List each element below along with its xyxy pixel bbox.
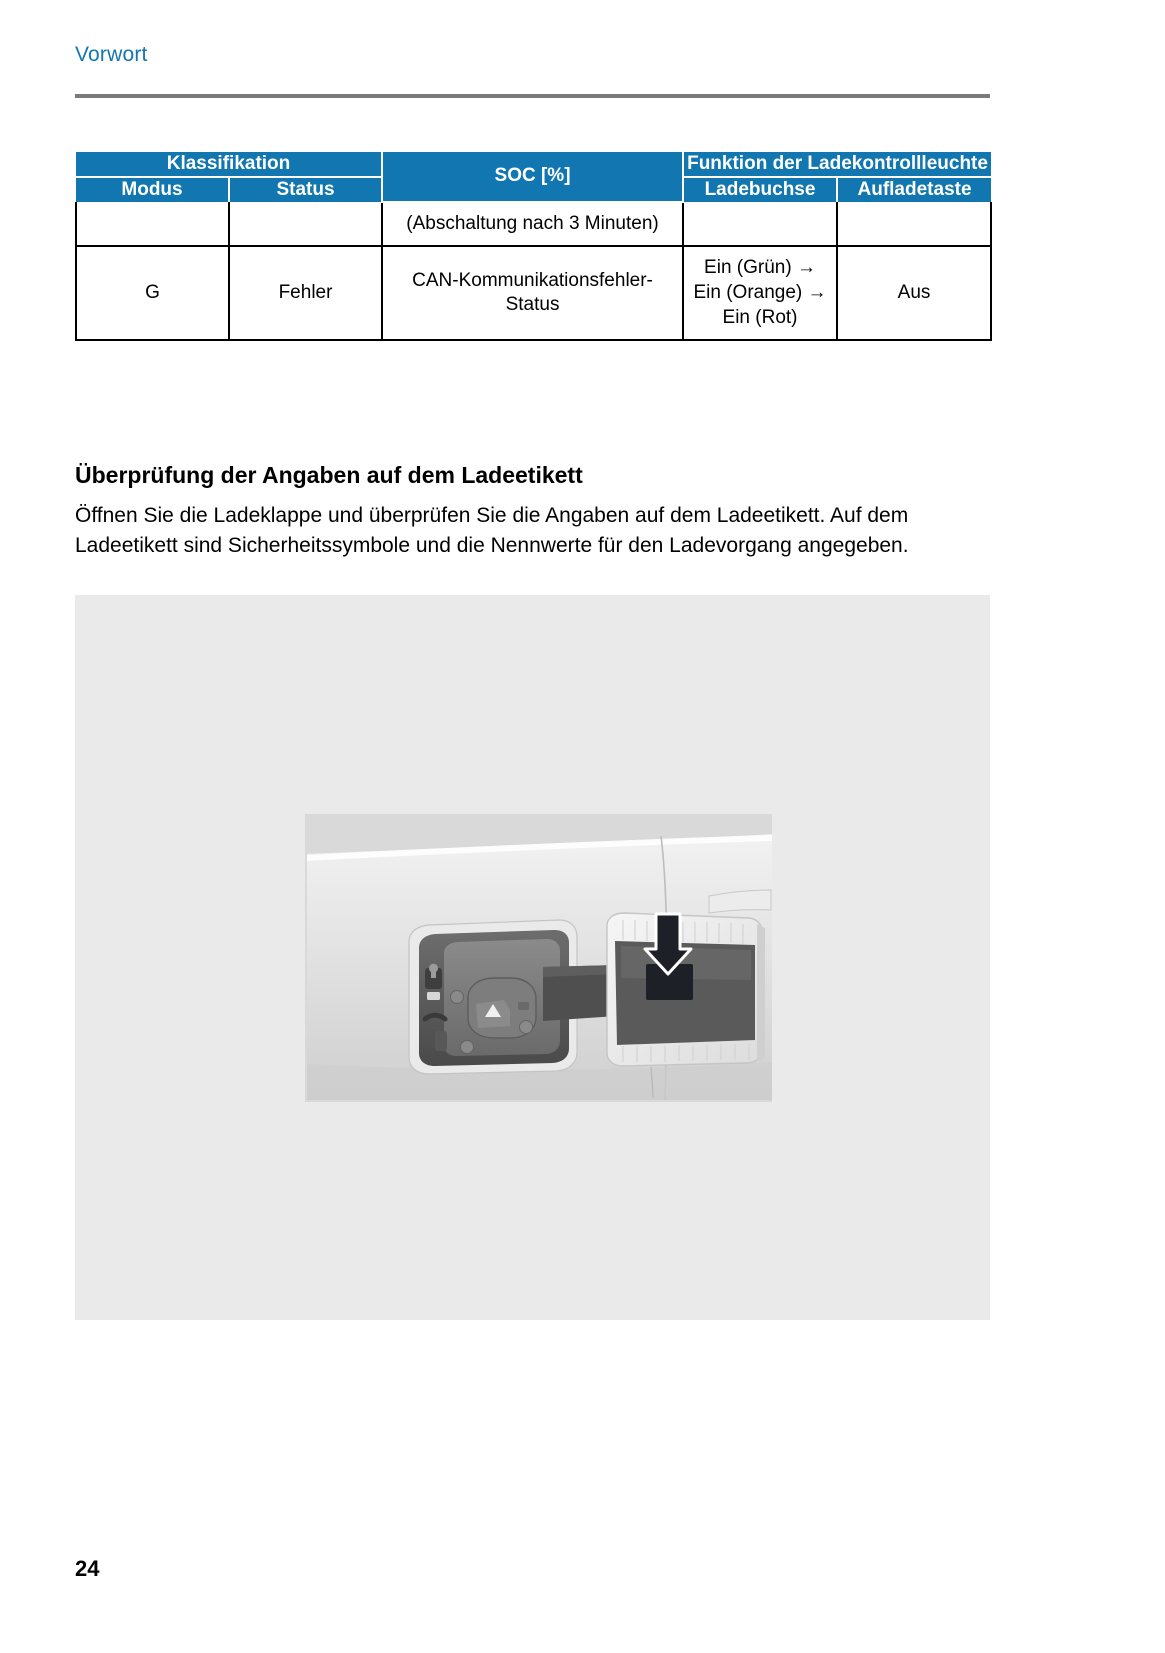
bolt-top-left — [451, 991, 464, 1004]
port-label-plate — [427, 992, 440, 1000]
cell-modus: G — [76, 246, 229, 340]
cell-status — [229, 202, 382, 247]
cell-aufladetaste — [837, 202, 991, 247]
section-paragraph: Öffnen Sie die Ladeklappe und überprüfen Sie die Angaben auf dem Ladeetikett. Auf dem Ladeetikett sind Sicherheitssymbole und die Nennwerte für den Ladevorgang angegeben. — [75, 504, 909, 557]
section-body — [75, 501, 1005, 561]
table-head — [76, 152, 991, 202]
cell-aufladetaste: Aus — [837, 246, 991, 340]
table-header-group-row — [76, 152, 991, 177]
cell-status: Fehler — [229, 246, 382, 340]
table-body — [76, 202, 991, 341]
cell-soc: CAN-Kommunikationsfehler-Status — [382, 246, 683, 340]
port-lower-bracket — [435, 1031, 447, 1051]
cell-soc: (Abschaltung nach 3 Minuten) — [382, 202, 683, 247]
table-row — [76, 202, 991, 247]
bolt-bottom-right — [520, 1021, 533, 1034]
classification-table — [75, 152, 992, 341]
cell-ladebuchse — [683, 202, 837, 247]
bolt-bottom-left — [461, 1041, 474, 1054]
section-heading: Überprüfung der Angaben auf dem Ladeetikett — [75, 462, 583, 488]
cell-ladebuchse: Ein (Grün) → Ein (Orange) → Ein (Rot) — [683, 246, 837, 340]
table-subheader-ladebuchse: Ladebuchse — [683, 177, 837, 202]
socket-side-tab — [518, 1002, 529, 1010]
table-subheader-modus: Modus — [76, 177, 229, 202]
header-rule — [75, 94, 990, 98]
table-subheader-aufladetaste: Aufladetaste — [837, 177, 991, 202]
page-number: 24 — [75, 1556, 100, 1581]
figure-container — [75, 595, 990, 1320]
running-header-title: Vorwort — [75, 43, 148, 66]
table-header-soc: SOC [%] — [382, 152, 683, 202]
cell-modus — [76, 202, 229, 247]
charging-port-illustration — [305, 814, 772, 1102]
table-header-funktion-ladekontrollleuchte: Funktion der Ladekontrollleuchte — [683, 152, 991, 177]
flap-edge-shadow — [757, 924, 765, 1061]
table-row — [76, 246, 991, 340]
table-header-klassifikation: Klassifikation — [76, 152, 382, 177]
table-subheader-status: Status — [229, 177, 382, 202]
